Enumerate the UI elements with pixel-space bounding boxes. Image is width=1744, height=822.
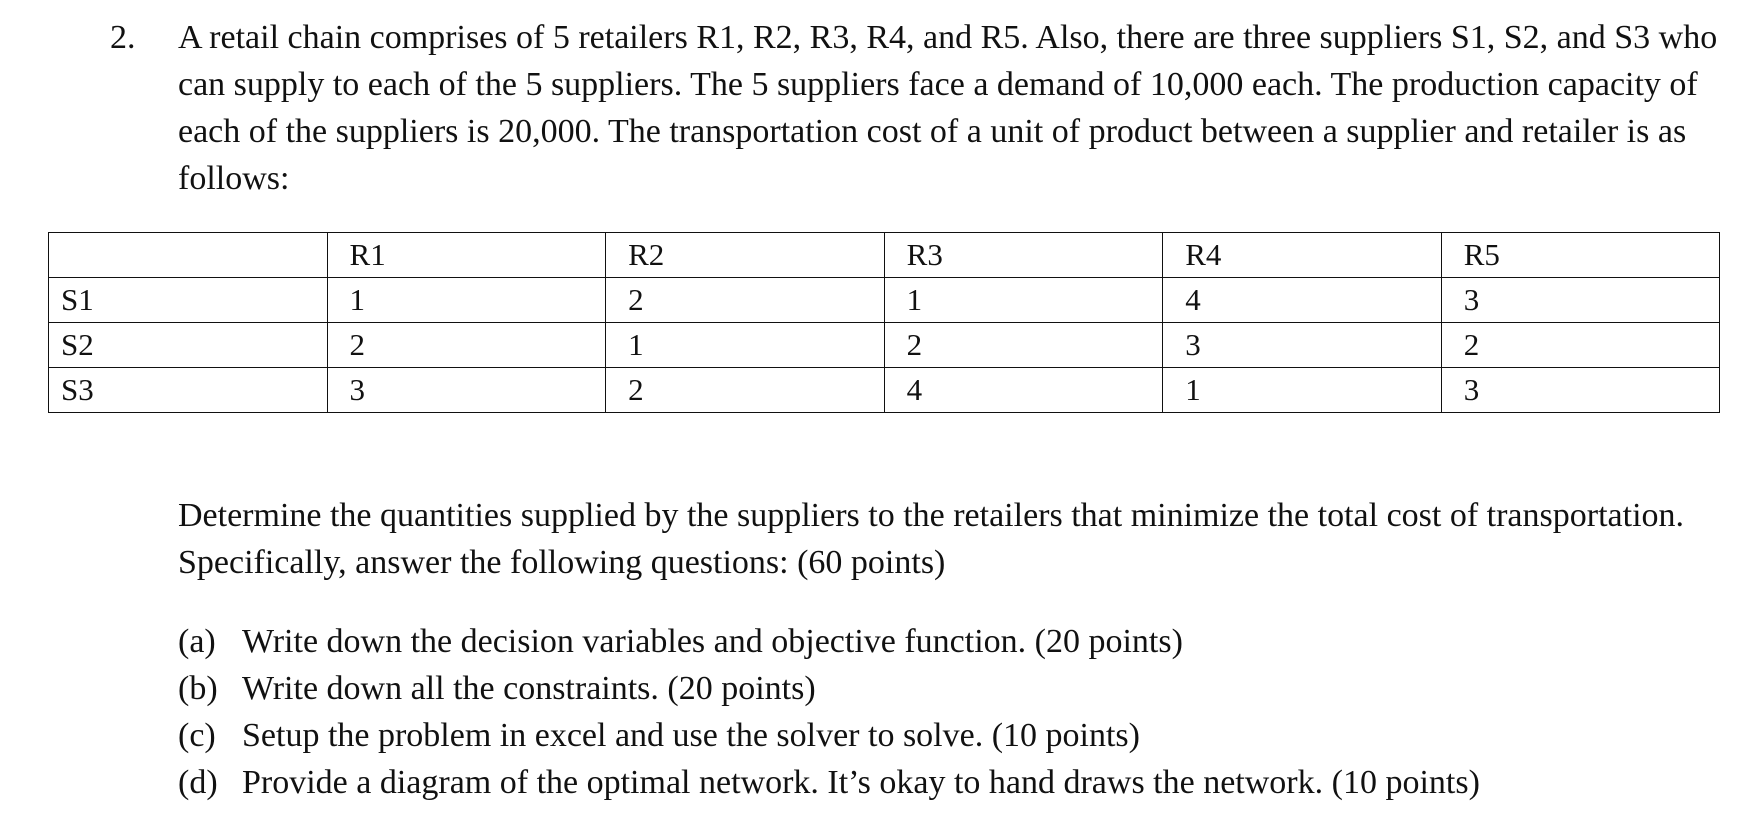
column-header: R4 bbox=[1163, 233, 1442, 278]
column-header: R3 bbox=[884, 233, 1163, 278]
table-cell: 2 bbox=[606, 278, 885, 323]
list-item bbox=[178, 665, 1718, 712]
table-cell: 1 bbox=[606, 323, 885, 368]
table-cell: 2 bbox=[1441, 323, 1719, 368]
table-row bbox=[49, 368, 1720, 413]
table-cell: 2 bbox=[884, 323, 1163, 368]
list-item bbox=[178, 759, 1718, 806]
question-number: 2. bbox=[110, 19, 136, 56]
part-text: Provide a diagram of the optimal network. It’s okay to hand draws the network. (10 points) bbox=[242, 764, 1480, 801]
question-parts-list bbox=[178, 618, 1718, 806]
part-marker: (a) bbox=[178, 623, 216, 660]
question-text: A retail chain comprises of 5 retailers R1, R2, R3, R4, and R5. Also, there are three suppliers S1, S2, and S3 who can supply to each of the 5 suppliers. The 5 suppliers face a demand of 10,000 each. The production capacity of each of the suppliers is 20,000. The transportation cost of a unit of product between a supplier and retailer is as follows: bbox=[178, 19, 1718, 197]
column-header: R2 bbox=[606, 233, 885, 278]
part-marker: (c) bbox=[178, 717, 216, 754]
question-block bbox=[110, 14, 1730, 202]
part-marker: (b) bbox=[178, 670, 218, 707]
table-cell: 4 bbox=[884, 368, 1163, 413]
table-cell: 4 bbox=[1163, 278, 1442, 323]
instructions-text: Determine the quantities supplied by the suppliers to the retailers that minimize the total cost of transportation. Specifically, answer the following questions: (60 points) bbox=[178, 497, 1685, 581]
table-cell: 3 bbox=[1441, 278, 1719, 323]
cost-table bbox=[48, 232, 1720, 413]
table-cell: 3 bbox=[1163, 323, 1442, 368]
table-cell: 3 bbox=[1441, 368, 1719, 413]
part-text: Write down all the constraints. (20 points) bbox=[242, 670, 816, 707]
table-row bbox=[49, 323, 1720, 368]
table-cell: 1 bbox=[1163, 368, 1442, 413]
part-text: Write down the decision variables and objective function. (20 points) bbox=[242, 623, 1183, 660]
table-header-row bbox=[49, 233, 1720, 278]
table-cell: 1 bbox=[884, 278, 1163, 323]
table-cell: 2 bbox=[327, 323, 606, 368]
table-row bbox=[49, 278, 1720, 323]
table-cell: 3 bbox=[327, 368, 606, 413]
list-item bbox=[178, 618, 1718, 665]
table-corner-cell bbox=[49, 233, 328, 278]
table-cell: 1 bbox=[327, 278, 606, 323]
column-header: R1 bbox=[327, 233, 606, 278]
row-header: S3 bbox=[49, 368, 328, 413]
row-header: S2 bbox=[49, 323, 328, 368]
row-header: S1 bbox=[49, 278, 328, 323]
list-item bbox=[178, 712, 1718, 759]
table-cell: 2 bbox=[606, 368, 885, 413]
part-text: Setup the problem in excel and use the solver to solve. (10 points) bbox=[242, 717, 1140, 754]
column-header: R5 bbox=[1441, 233, 1719, 278]
part-marker: (d) bbox=[178, 764, 218, 801]
